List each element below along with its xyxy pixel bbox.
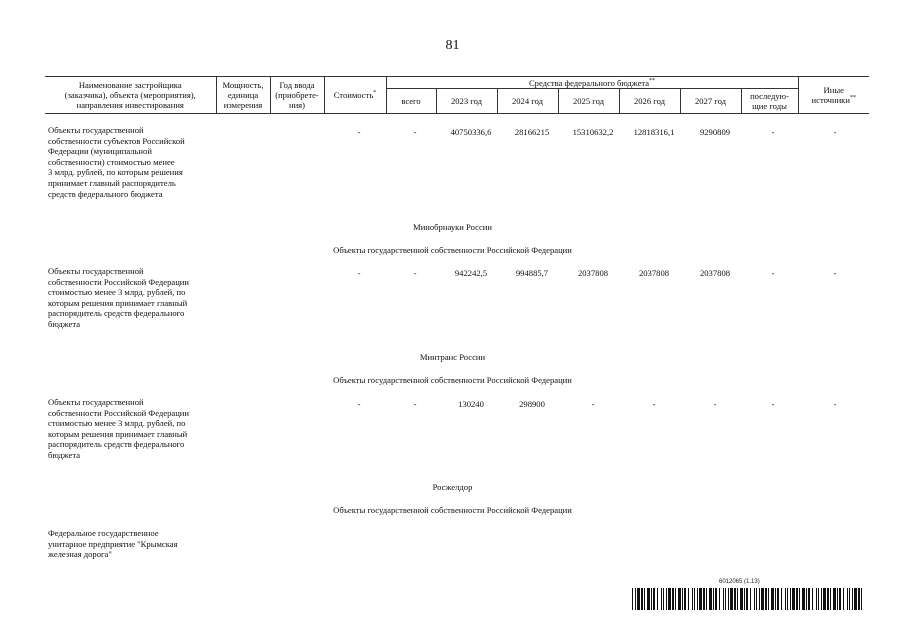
header-2025: 2025 год xyxy=(558,89,619,114)
barcode-bar xyxy=(785,588,786,610)
barcode-bar xyxy=(719,588,720,610)
barcode-bar xyxy=(839,588,841,610)
barcode-bar xyxy=(787,588,788,610)
barcode-bar xyxy=(723,588,724,610)
header-total: всего xyxy=(386,89,436,114)
barcode-bar xyxy=(728,588,729,610)
barcode-bar xyxy=(837,588,838,610)
barcode-bar xyxy=(709,588,712,610)
barcode-bar xyxy=(734,588,736,610)
header-2027: 2027 год xyxy=(680,89,741,114)
barcode-bar xyxy=(697,588,698,610)
barcode-bar xyxy=(781,588,782,610)
barcode-bar xyxy=(715,588,717,610)
row-2-cost: - xyxy=(357,268,361,278)
row-1-name: Объекты государственной собственности субъектов Российской Федерации (муниципальной собственности) стоимостью менее 3 млрд. рублей, по которым решения принимает главный распорядитель средств федерального бюджета xyxy=(48,125,185,199)
row-2-2024: 994885,7 xyxy=(515,268,549,278)
barcode-bar xyxy=(818,588,819,610)
header-federal-budget: Средства федерального бюджета** xyxy=(386,77,798,89)
row-2-next: - xyxy=(771,268,775,278)
barcode-image xyxy=(632,588,864,610)
barcode-bar xyxy=(771,588,774,610)
barcode-bar xyxy=(661,588,662,610)
barcode-bar xyxy=(725,588,726,610)
row-3-2024: 298900 xyxy=(519,399,545,409)
row-3-2026: - xyxy=(652,399,656,409)
barcode-bar xyxy=(777,588,779,610)
barcode-bar xyxy=(750,588,751,610)
barcode-bar xyxy=(653,588,655,610)
row-3-other: - xyxy=(833,399,837,409)
barcode-bar xyxy=(849,588,850,610)
barcode-bar xyxy=(713,588,714,610)
row-1-other: - xyxy=(833,127,837,137)
barcode-bar xyxy=(823,588,826,610)
row-3-2025: - xyxy=(591,399,595,409)
barcode-bar xyxy=(746,588,748,610)
barcode-bar xyxy=(765,588,767,610)
barcode-bar xyxy=(792,588,795,610)
barcode-bar xyxy=(806,588,807,610)
row-2-name: Объекты государственной собственности Российской Федерации стоимостью менее 3 млрд. рублей, по которым решения принимает главный распорядитель средств федерального бюджета xyxy=(48,266,189,329)
barcode-bar xyxy=(641,588,643,610)
section-roszheldor: Росжелдор xyxy=(432,482,473,492)
row-1-2024: 28166215 xyxy=(514,127,550,137)
barcode-bar xyxy=(799,588,800,610)
header-2023: 2023 год xyxy=(436,89,497,114)
row-3-2023: 130240 xyxy=(458,399,484,409)
barcode-bar xyxy=(684,588,686,610)
barcode-bar xyxy=(632,588,633,610)
barcode-bar xyxy=(668,588,671,610)
row-3-next: - xyxy=(771,399,775,409)
page-number: 81 xyxy=(445,38,460,53)
section-mintrans: Минтранс России xyxy=(419,352,486,362)
barcode-number: 6012065 (1.13) xyxy=(719,579,760,585)
table-header xyxy=(45,76,869,114)
barcode-bar xyxy=(644,588,645,610)
row-2-2023: 942242,5 xyxy=(454,268,488,278)
barcode-bar xyxy=(682,588,683,610)
barcode-bar xyxy=(761,588,764,610)
header-2026: 2026 год xyxy=(619,89,680,114)
barcode-bar xyxy=(672,588,674,610)
header-capacity: Мощность, единица измерения xyxy=(216,77,270,114)
barcode-bar xyxy=(812,588,813,610)
barcode-bar xyxy=(775,588,776,610)
barcode-bar xyxy=(635,588,636,610)
barcode-bar xyxy=(740,588,743,610)
row-2-2026: 2037808 xyxy=(638,268,670,278)
barcode-bar xyxy=(843,588,844,610)
header-next-years: последую- щие годы xyxy=(741,89,798,114)
barcode-bar xyxy=(744,588,745,610)
row-1-2026: 12818316,1 xyxy=(633,127,675,137)
barcode-bar xyxy=(694,588,695,610)
barcode-bar xyxy=(847,588,848,610)
barcode-bar xyxy=(675,588,676,610)
row-1-2025: 15310632,2 xyxy=(572,127,614,137)
barcode-bar xyxy=(833,588,836,610)
barcode-bar xyxy=(830,588,831,610)
barcode-bar xyxy=(663,588,664,610)
section-minobr: Минобрнауки России xyxy=(413,222,492,232)
barcode-bar xyxy=(699,588,702,610)
row-1-2023: 40750336,6 xyxy=(450,127,492,137)
barcode-bar xyxy=(768,588,769,610)
barcode-bar xyxy=(759,588,760,610)
row-2-total: - xyxy=(413,268,417,278)
section-fed-objects-2: Объекты государственной собственности Российской Федерации xyxy=(333,375,572,385)
row-4-name: Федеральное государственное унитарное предприятие "Крымская железная дорога" xyxy=(48,528,178,560)
barcode-bar xyxy=(816,588,817,610)
barcode-bar xyxy=(637,588,640,610)
barcode-bar xyxy=(796,588,798,610)
header-name: Наименование застройщика (заказчика), объекта (мероприятия), направления инвестирования xyxy=(45,77,216,114)
row-1-cost: - xyxy=(357,127,361,137)
row-3-cost: - xyxy=(357,399,361,409)
row-2-2025: 2037808 xyxy=(577,268,609,278)
barcode-bar xyxy=(754,588,755,610)
barcode-bar xyxy=(706,588,707,610)
barcode-bar xyxy=(821,588,822,610)
barcode-bar xyxy=(858,588,860,610)
barcode-bar xyxy=(666,588,667,610)
row-3-name: Объекты государственной собственности Российской Федерации стоимостью менее 3 млрд. рублей, по которым решения принимает главный распорядитель средств федерального бюджета xyxy=(48,397,189,460)
barcode-bar xyxy=(802,588,805,610)
barcode-bar xyxy=(854,588,857,610)
section-fed-objects-1: Объекты государственной собственности Российской Федерации xyxy=(333,245,572,255)
barcode-bar xyxy=(692,588,693,610)
barcode-bar xyxy=(790,588,791,610)
barcode-bar xyxy=(647,588,650,610)
row-1-total: - xyxy=(413,127,417,137)
row-1-next: - xyxy=(771,127,775,137)
barcode-bar xyxy=(688,588,689,610)
barcode-bar xyxy=(651,588,652,610)
barcode-bar xyxy=(678,588,681,610)
barcode-bar xyxy=(808,588,810,610)
header-other-sources: Иные источники** xyxy=(798,77,869,114)
row-3-2027: - xyxy=(713,399,717,409)
barcode-bar xyxy=(861,588,862,610)
row-2-2027: 2037808 xyxy=(699,268,731,278)
barcode-bar xyxy=(703,588,705,610)
row-3-total: - xyxy=(413,399,417,409)
header-cost: Стоимость* xyxy=(324,77,386,114)
barcode-bar xyxy=(852,588,853,610)
barcode-bar xyxy=(737,588,738,610)
barcode-bar xyxy=(827,588,829,610)
barcode-bar xyxy=(730,588,733,610)
row-2-other: - xyxy=(833,268,837,278)
section-fed-objects-3: Объекты государственной собственности Российской Федерации xyxy=(333,505,572,515)
header-year: Год ввода (приобрете- ния) xyxy=(270,77,324,114)
header-2024: 2024 год xyxy=(497,89,558,114)
barcode-bar xyxy=(756,588,757,610)
row-1-2027: 9290809 xyxy=(699,127,731,137)
barcode-bar xyxy=(657,588,658,610)
